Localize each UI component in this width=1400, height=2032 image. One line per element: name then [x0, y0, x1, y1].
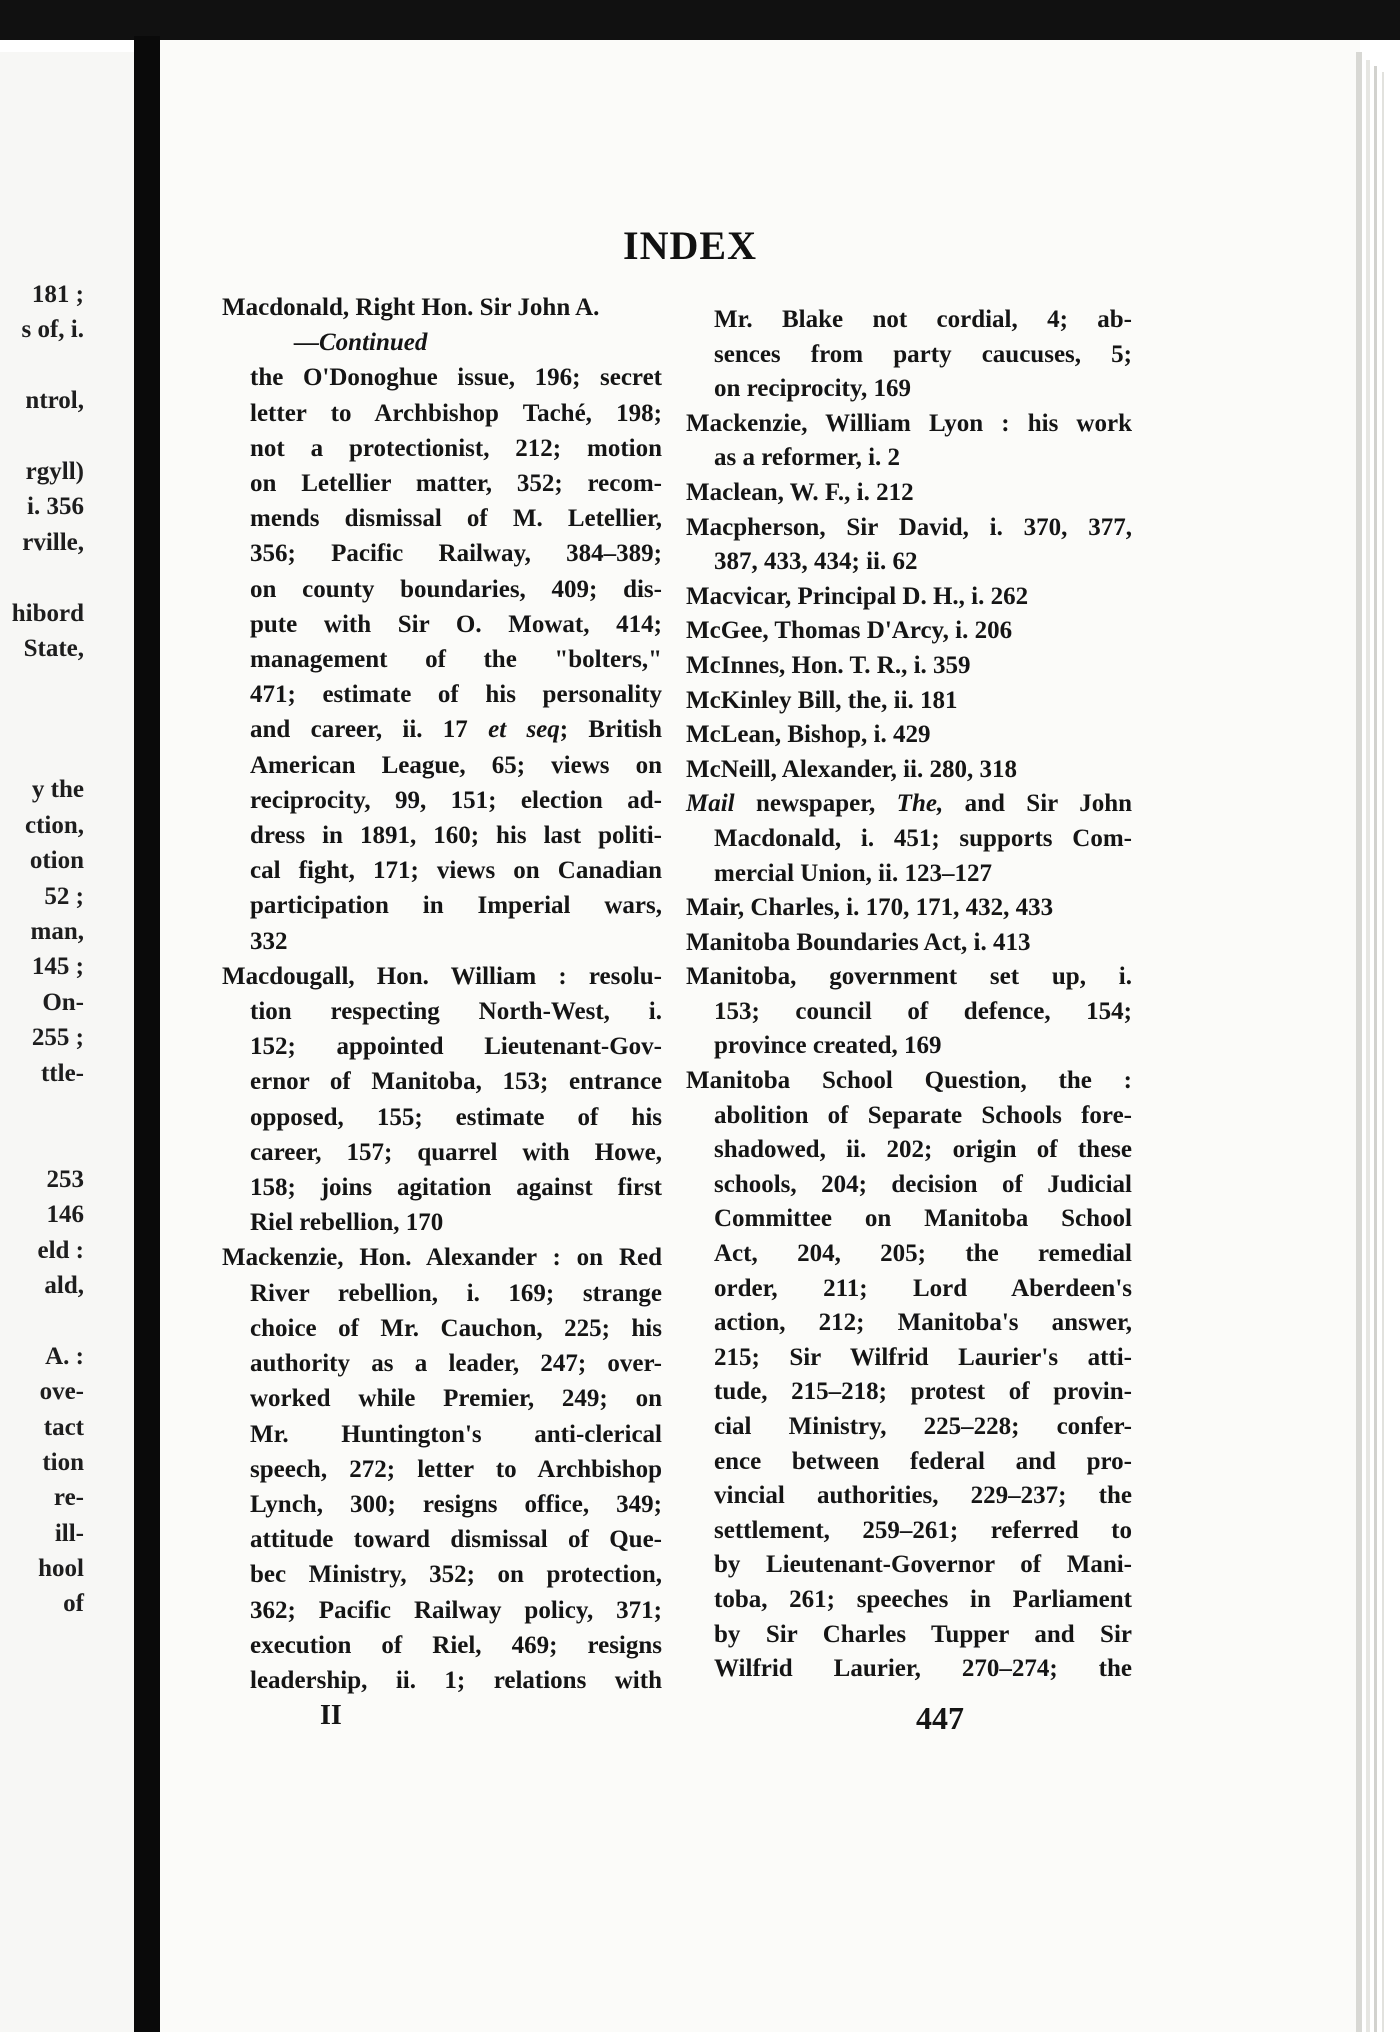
index-entry-mackenzie-william [686, 407, 1132, 476]
index-entry-macvicar: Macvicar, Principal D. H., i. 262 [686, 582, 1029, 610]
facing-text-line: ction, [24, 811, 84, 839]
entry-line: pute with Sir O. Mowat, 414; [250, 610, 662, 638]
entry-line: 158; joins agitation against first [250, 1174, 662, 1202]
page-edge [1356, 52, 1362, 2032]
entry-line: ernor of Manitoba, 153; entrance [250, 1068, 662, 1096]
facing-text-line: tion [42, 1448, 84, 1476]
facing-text-line [0, 348, 84, 383]
page-edge [1374, 66, 1377, 2032]
entry-line: execution of Riel, 469; resigns [250, 1631, 662, 1659]
entry-line: authority as a leader, 247; over- [250, 1350, 662, 1378]
index-column-left [222, 290, 662, 1698]
entry-text: and career, ii. 17 [250, 716, 468, 744]
entry-line: as a reformer, i. 2 [714, 444, 901, 472]
index-entry-macdonald [222, 290, 662, 959]
page-title: INDEX [623, 223, 757, 268]
entry-line: mends dismissal of M. Letellier, [250, 505, 662, 533]
entry-line: Committee on Manitoba School [714, 1205, 1132, 1233]
entry-line: tude, 215–218; protest of provin- [714, 1378, 1132, 1406]
continued-label: —Continued [294, 329, 428, 357]
entry-line: by Sir Charles Tupper and Sir [714, 1620, 1132, 1648]
facing-text-line: A. : [45, 1342, 84, 1370]
entry-line [222, 712, 662, 747]
entry-text: ; British [559, 716, 663, 744]
facing-text-line [0, 1126, 84, 1161]
scan-border-top [0, 0, 1400, 40]
facing-text-line: 181 ; [31, 281, 84, 308]
entry-line: opposed, 155; estimate of his [250, 1103, 662, 1131]
entry-line: vincial authorities, 229–237; the [714, 1482, 1132, 1510]
entry-heading: Manitoba School Question, the : [686, 1067, 1132, 1095]
entry-line: not a protectionist, 212; motion [250, 434, 662, 462]
entry-line: Wilfrid Laurier, 270–274; the [714, 1655, 1132, 1683]
page-number: 447 [916, 1700, 964, 1736]
index-column-right [686, 303, 1132, 1687]
entry-line: toba, 261; speeches in Parliament [714, 1585, 1132, 1613]
entry-line: Riel rebellion, 170 [250, 1209, 444, 1237]
entry-text: newspaper, [734, 790, 897, 818]
index-entry-mackenzie-alexander [222, 1240, 662, 1698]
entry-line: 332 [250, 927, 288, 955]
entry-line: leadership, ii. 1; relations with [250, 1666, 662, 1694]
page-edge [1366, 60, 1370, 2032]
facing-page-text [0, 277, 84, 1622]
entry-line: on county boundaries, 409; dis- [250, 575, 662, 603]
entry-line: 152; appointed Lieutenant-Gov- [250, 1033, 662, 1061]
entry-line: Act, 204, 205; the remedial [714, 1240, 1132, 1268]
index-entry-mackenzie-alexander-cont [686, 303, 1132, 407]
index-entry-mair: Mair, Charles, i. 170, 171, 432, 433 [686, 894, 1054, 922]
entry-line: schools, 204; decision of Judicial [714, 1170, 1132, 1198]
entry-line: attitude toward dismissal of Que- [250, 1526, 662, 1554]
entry-line: 471; estimate of his personality [250, 681, 662, 709]
facing-text-line: hibord [11, 599, 84, 627]
entry-line: the O'Donoghue issue, 196; secret [250, 364, 662, 392]
facing-text-line: 52 ; [44, 882, 84, 910]
facing-text-line: 146 [46, 1201, 84, 1229]
entry-line: province created, 169 [714, 1032, 942, 1060]
facing-text-line: hool [38, 1555, 84, 1583]
index-entry-macdougall [222, 959, 662, 1241]
entry-line: worked while Premier, 249; on [250, 1385, 662, 1413]
facing-text-line: 253 [46, 1165, 84, 1193]
entry-line: 153; council of defence, 154; [714, 997, 1132, 1025]
facing-text-line [0, 1091, 84, 1126]
entry-line: reciprocity, 99, 151; election ad- [250, 786, 662, 814]
entry-line: River rebellion, i. 169; strange [250, 1279, 662, 1307]
entry-line: letter to Archbishop Taché, 198; [250, 399, 662, 427]
entry-line: ence between federal and pro- [714, 1447, 1132, 1475]
entry-line: dress in 1891, 160; his last politi- [250, 822, 662, 850]
index-entry-manitoba-government [686, 960, 1132, 1064]
entry-line: shadowed, ii. 202; origin of these [714, 1136, 1132, 1164]
index-entry-mckinley: McKinley Bill, the, ii. 181 [686, 686, 958, 714]
entry-line: tion respecting North-West, i. [250, 998, 662, 1026]
entry-heading: Mackenzie, William Lyon : his work [686, 409, 1132, 437]
facing-text-line: 255 ; [31, 1024, 84, 1052]
facing-text-line: State, [23, 634, 84, 662]
entry-heading: Macpherson, Sir David, i. 370, 377, [686, 513, 1132, 541]
entry-line: bec Ministry, 352; on protection, [250, 1561, 662, 1589]
facing-text-line: tact [43, 1413, 84, 1441]
facing-text-line: re- [53, 1484, 84, 1512]
entry-heading: Macdonald, Right Hon. Sir John A. [222, 294, 600, 321]
entry-line: on reciprocity, 169 [714, 375, 911, 403]
facing-text-line [0, 560, 84, 595]
facing-text-line [0, 737, 84, 772]
entry-italic: et seq [488, 716, 560, 744]
entry-heading: Mackenzie, Hon. Alexander : on Red [222, 1244, 662, 1272]
entry-line: sences from party caucuses, 5; [714, 340, 1132, 368]
entry-line: cial Ministry, 225–228; confer- [714, 1413, 1132, 1440]
facing-text-line: s of, i. [21, 316, 84, 344]
index-entry-mcgee: McGee, Thomas D'Arcy, i. 206 [686, 617, 1013, 645]
entry-heading: Macdougall, Hon. William : resolu- [222, 962, 662, 990]
entry-line: career, 157; quarrel with Howe, [250, 1138, 662, 1166]
entry-line: American League, 65; views on [250, 751, 662, 779]
facing-text-line: ill- [54, 1519, 84, 1547]
facing-text-line: y the [31, 776, 84, 804]
facing-text-line [0, 1303, 84, 1338]
facing-text-line: ald, [44, 1271, 84, 1299]
index-entry-mclean: McLean, Bishop, i. 429 [686, 721, 931, 749]
entry-italic: The, [896, 790, 944, 818]
facing-text-line: On- [42, 988, 84, 1016]
entry-heading [686, 787, 1132, 822]
facing-text-line: of [63, 1590, 84, 1618]
index-entry-macpherson [686, 511, 1132, 580]
facing-text-line: ntrol, [25, 387, 84, 415]
entry-line: Mr. Blake not cordial, 4; ab- [714, 306, 1132, 333]
entry-italic: Mail [686, 790, 735, 818]
entry-line: participation in Imperial wars, [250, 892, 662, 920]
index-entry-mcneill: McNeill, Alexander, ii. 280, 318 [686, 755, 1017, 783]
facing-text-line [0, 666, 84, 701]
entry-line: choice of Mr. Cauchon, 225; his [250, 1314, 662, 1342]
facing-text-line: i. 356 [27, 493, 84, 521]
entry-line: speech, 272; letter to Archbishop [250, 1455, 662, 1483]
facing-text-line [0, 702, 84, 737]
entry-line: Lynch, 300; resigns office, 349; [250, 1490, 662, 1518]
signature-mark: II [320, 1700, 342, 1731]
facing-text-line: man, [30, 918, 84, 946]
index-entry-mcinnes: McInnes, Hon. T. R., i. 359 [686, 651, 971, 679]
facing-text-line: 145 ; [31, 953, 84, 981]
entry-line: order, 211; Lord Aberdeen's [714, 1274, 1132, 1302]
book-gutter [134, 36, 160, 2032]
entry-line: on Letellier matter, 352; recom- [250, 470, 662, 498]
entry-line: cal fight, 171; views on Canadian [250, 857, 662, 885]
entry-text: and Sir John [943, 790, 1133, 818]
facing-text-line: rgyll) [25, 457, 84, 485]
entry-line: management of the "bolters," [250, 646, 662, 674]
entry-line: abolition of Separate Schools fore- [714, 1101, 1132, 1129]
entry-line: 362; Pacific Railway policy, 371; [250, 1596, 662, 1624]
facing-text-line: rville, [22, 528, 84, 556]
facing-text-line: eld : [37, 1236, 84, 1264]
index-entry-manitoba-school [686, 1064, 1132, 1687]
entry-line: 356; Pacific Railway, 384–389; [250, 540, 662, 568]
page-edge [1382, 72, 1384, 2032]
facing-text-line: ttle- [40, 1059, 84, 1087]
facing-text-line: otion [29, 847, 84, 875]
entry-heading: Manitoba, government set up, i. [686, 963, 1132, 991]
facing-text-line [0, 419, 84, 454]
entry-line: Mr. Huntington's anti-clerical [250, 1420, 662, 1448]
index-entry-manitoba-boundaries: Manitoba Boundaries Act, i. 413 [686, 928, 1031, 956]
entry-line: action, 212; Manitoba's answer, [714, 1309, 1132, 1337]
facing-page-fragment [0, 52, 134, 2032]
entry-line: 387, 433, 434; ii. 62 [714, 548, 918, 576]
entry-line: 215; Sir Wilfrid Laurier's atti- [714, 1343, 1132, 1371]
facing-text-line: ove- [39, 1378, 84, 1406]
index-entry-maclean: Maclean, W. F., i. 212 [686, 478, 914, 506]
entry-line: settlement, 259–261; referred to [714, 1516, 1132, 1544]
entry-line: mercial Union, ii. 123–127 [714, 859, 993, 887]
entry-line: by Lieutenant-Governor of Mani- [714, 1551, 1132, 1579]
entry-line: Macdonald, i. 451; supports Com- [714, 824, 1132, 852]
index-entry-mail [686, 787, 1132, 891]
